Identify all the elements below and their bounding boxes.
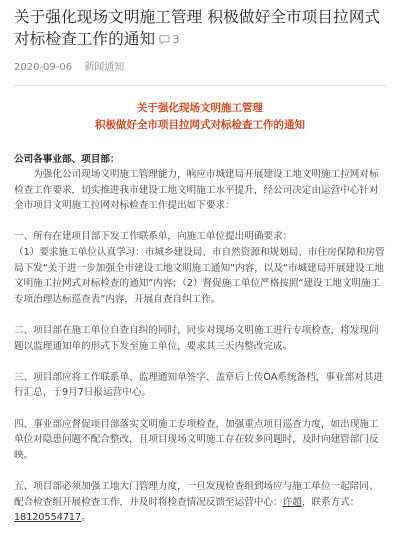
section-5 <box>14 479 386 526</box>
paragraph-gap <box>14 354 386 370</box>
speech-bubble-icon <box>159 34 170 45</box>
notice-headline <box>14 100 386 134</box>
contact-phone-link[interactable]: 18120554717 <box>14 512 82 524</box>
intro-paragraph: 为强化公司现场文明施工管理能力，响应市城建局开展建设工地文明施工拉网对标检查工作要求，切实推进我市建设工地文明施工水平提升，经公司决定由运营中心针对全市项目文明施工拉网对标检查工作提出如下要求： <box>14 169 379 212</box>
section-2: 二、项目部在施工单位自查自纠的同时，同步对现场文明施工进行专项检查，将发现问题以监理通知单的形式下发至施工单位，要求其三天内整改完成。 <box>14 325 379 352</box>
article-category[interactable]: 新闻通知 <box>84 61 125 73</box>
paragraph-gap <box>14 463 386 479</box>
section-3: 三、项目部应将工作联系单、监理通知单签字、盖章后上传OA系统备档，事业部对其进行汇总，于9月7日报运营中心。 <box>14 371 383 399</box>
comment-count-value: 3 <box>172 32 180 46</box>
contact-name-link[interactable]: 许超 <box>282 496 302 508</box>
paragraph-gap <box>14 401 386 417</box>
paragraph-gap <box>14 214 386 230</box>
salutation: 公司各事业部、项目部： <box>14 153 120 165</box>
article-title <box>14 0 386 51</box>
article-title-text: 关于强化现场文明施工管理 积极做好全市项目拉网式对标检查工作的通知 <box>14 8 381 48</box>
section-1-title: 一、所有在建项目部下发工作联系单，向施工单位提出明确要求： <box>14 231 293 243</box>
section-4: 四、事业部应督促项目部落实文明施工专项检查，加强重点项目巡查力度，如出现施工单位对隐患问题不配合整改，且项目现场文明施工存在较多问题时，及时向建管部门反映。 <box>14 418 379 461</box>
section-5-end: 。 <box>81 512 91 524</box>
contact-label: ，联系方式： <box>301 496 360 508</box>
section-5-text: 五、项目部必须加强工地大门管理力度，一旦发现检查组到场应与施工单位一起陪同、配合检查组开展检查工作，并及时将检查情况反馈至运营中心： <box>14 480 379 508</box>
comment-count[interactable] <box>159 29 179 51</box>
notice-body <box>14 152 386 526</box>
article-date: 2020-09-06 <box>14 61 73 73</box>
paragraph-gap <box>14 307 386 323</box>
title-divider <box>14 85 386 86</box>
section-1-body: （1）要求施工单位认真学习：市城乡建设局、市自然资源和规划局、市住房保障和房管局下发“关于进一步加强全市建设工地文明施工通知”内容，以及“市城建局开展建设工地文明施工拉网式对标检查的通知”内容；（2）督促施工单位严格按照“建设工地文明施工专项治理达标巡查表”内容，开展自查自纠工作。 <box>14 247 385 305</box>
headline-line-2: 积极做好全市项目拉网式对标检查工作的通知 <box>95 118 305 131</box>
article-meta <box>14 61 386 75</box>
headline-line-1: 关于强化现场文明施工管理 <box>137 101 263 114</box>
